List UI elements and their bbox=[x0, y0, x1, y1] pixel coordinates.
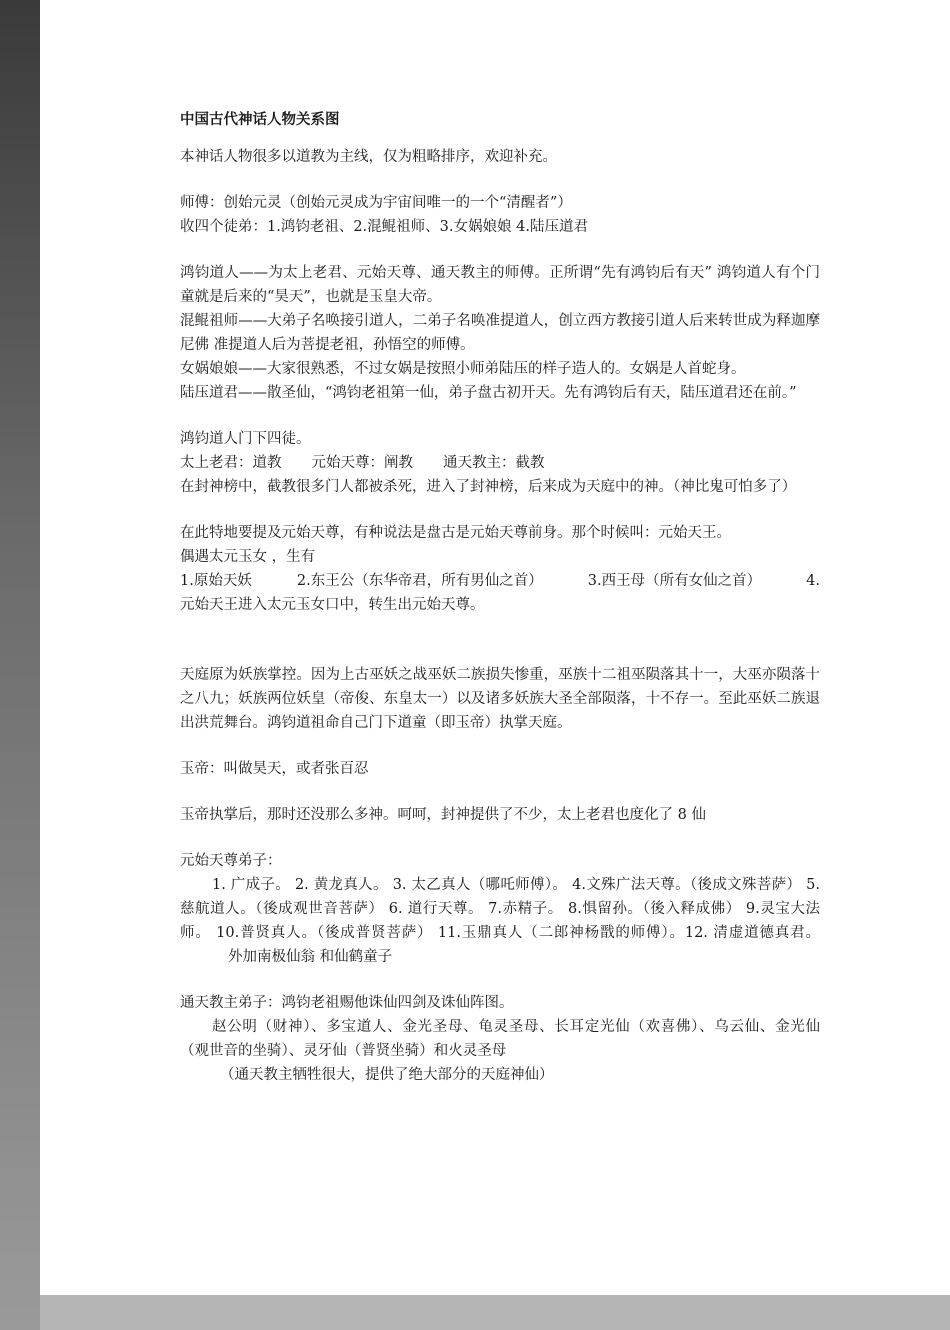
left-margin-bar bbox=[0, 0, 40, 1330]
hongjun-item-taishang: 太上老君：道教 bbox=[180, 455, 282, 471]
document-title: 中国古代神话人物关系图 bbox=[180, 112, 340, 128]
after-line: 玉帝执掌后，那时还没那么多神。呵呵，封神提供了不少，太上老君也度化了 8 仙 bbox=[180, 807, 706, 823]
origin-item-2: 2.东王公（东华帝君，所有男仙之首） bbox=[296, 573, 543, 589]
yuanshi-origin-line-1: 在此特地要提及元始天尊，有种说法是盘古是元始天尊前身。那个时候叫：元始天王。 bbox=[180, 525, 731, 541]
disciple-luya: 陆压道君——散圣仙，“鸿钧老祖第一仙，弟子盘古初开天。先有鸿钧后有天，陆压道君还在前。” bbox=[180, 385, 797, 401]
hongjun-four-items bbox=[180, 451, 820, 475]
yuanshi-origin-line-2: 偶遇太元玉女 ，生有 bbox=[180, 549, 316, 565]
heaven-paragraph: 天庭原为妖族掌控。因为上古巫妖之战巫妖二族损失惨重，巫族十二祖巫陨落其十一，大巫亦陨落十之八九；妖族两位妖皇（帝俊、东皇太一）以及诸多妖族大圣全部陨落，十不存一。至此巫妖二族退出洪荒舞台。鸿钧道祖命自己门下道童（即玉帝）执掌天庭。 bbox=[180, 667, 820, 731]
yuanshi-disciples-text: 1. 广成子。 2. 黄龙真人。 3. 太乙真人（哪吒师傅）。 4.文殊广法天尊。（後成文殊菩萨） 5. 慈航道人。（後成观世音菩萨） 6. 道行天尊。 7.赤精子。 8.惧留孙。（後入释成佛） 9.灵宝大法师。 10.普贤真人。（後成普贤菩萨） 11.玉鼎真人（二郎神杨戬的师傅）。12. 清虚道德真君。 bbox=[180, 877, 820, 941]
origin-item-4: 4. bbox=[806, 573, 820, 589]
document-page bbox=[180, 108, 820, 1087]
master-line-1: 师傅：创始元灵（创始元灵成为宇宙间唯一的一个“清醒者”） bbox=[180, 195, 572, 211]
intro-text: 本神话人物很多以道教为主线，仅为粗略排序，欢迎补充。 bbox=[180, 149, 557, 165]
disciple-hongjun: 鸿钧道人——为太上老君、元始天尊、通天教主的师傅。正所谓“先有鸿钧后有天” 鸿钧道人有个门童就是后来的“昊天”，也就是玉皇大帝。 bbox=[180, 265, 820, 305]
disciple-hunkun: 混鲲祖师——大弟子名唤接引道人，二弟子名唤准提道人，创立西方教接引道人后来转世成为释迦摩尼佛 准提道人后为菩提老祖，孙悟空的师傅。 bbox=[180, 313, 820, 353]
yuanshi-origin-items bbox=[180, 569, 820, 593]
yuanshi-origin-line-4: 元始天王进入太元玉女口中，转生出元始天尊。 bbox=[180, 597, 485, 613]
yuanshi-disciples-list bbox=[180, 873, 820, 969]
hongjun-item-tongtian: 通天教主：截教 bbox=[443, 455, 545, 471]
hongjun-item-yuanshi: 元始天尊：阐教 bbox=[311, 455, 413, 471]
hongjun-four-heading: 鸿钧道人门下四徒。 bbox=[180, 431, 311, 447]
tongtian-disciples-heading: 通天教主弟子：鸿钧老祖赐他诛仙四剑及诛仙阵图。 bbox=[180, 995, 514, 1011]
tongtian-disciples-text: 赵公明（财神）、多宝道人、金光圣母、龟灵圣母、长耳定光仙（欢喜佛）、乌云仙、金光仙（观世音的坐骑）、灵牙仙（普贤坐骑）和火灵圣母 bbox=[180, 1019, 820, 1059]
yuanshi-disciples-extra: 外加南极仙翁 和仙鹤童子 bbox=[228, 949, 393, 965]
hongjun-four-note: 在封神榜中，截教很多门人都被杀死，进入了封神榜，后来成为天庭中的神。（神比鬼可怕多了） bbox=[180, 479, 797, 495]
yuanshi-disciples-heading: 元始天尊弟子： bbox=[180, 853, 282, 869]
tongtian-disciples-note: （通天教主牺牲很大，提供了绝大部分的天庭神仙） bbox=[220, 1067, 554, 1083]
disciple-nuwa: 女娲娘娘——大家很熟悉，不过女娲是按照小师弟陆压的样子造人的。女娲是人首蛇身。 bbox=[180, 361, 746, 377]
bottom-margin-bar bbox=[40, 1295, 950, 1330]
origin-item-1: 1.原始天妖 bbox=[180, 573, 252, 589]
master-line-2: 收四个徒弟：1.鸿钧老祖、2.混鲲祖师、3.女娲娘娘 4.陆压道君 bbox=[180, 219, 588, 235]
jade-emperor-line: 玉帝：叫做昊天，或者张百忍 bbox=[180, 761, 369, 777]
origin-item-3: 3.西王母（所有女仙之首） bbox=[587, 573, 762, 589]
